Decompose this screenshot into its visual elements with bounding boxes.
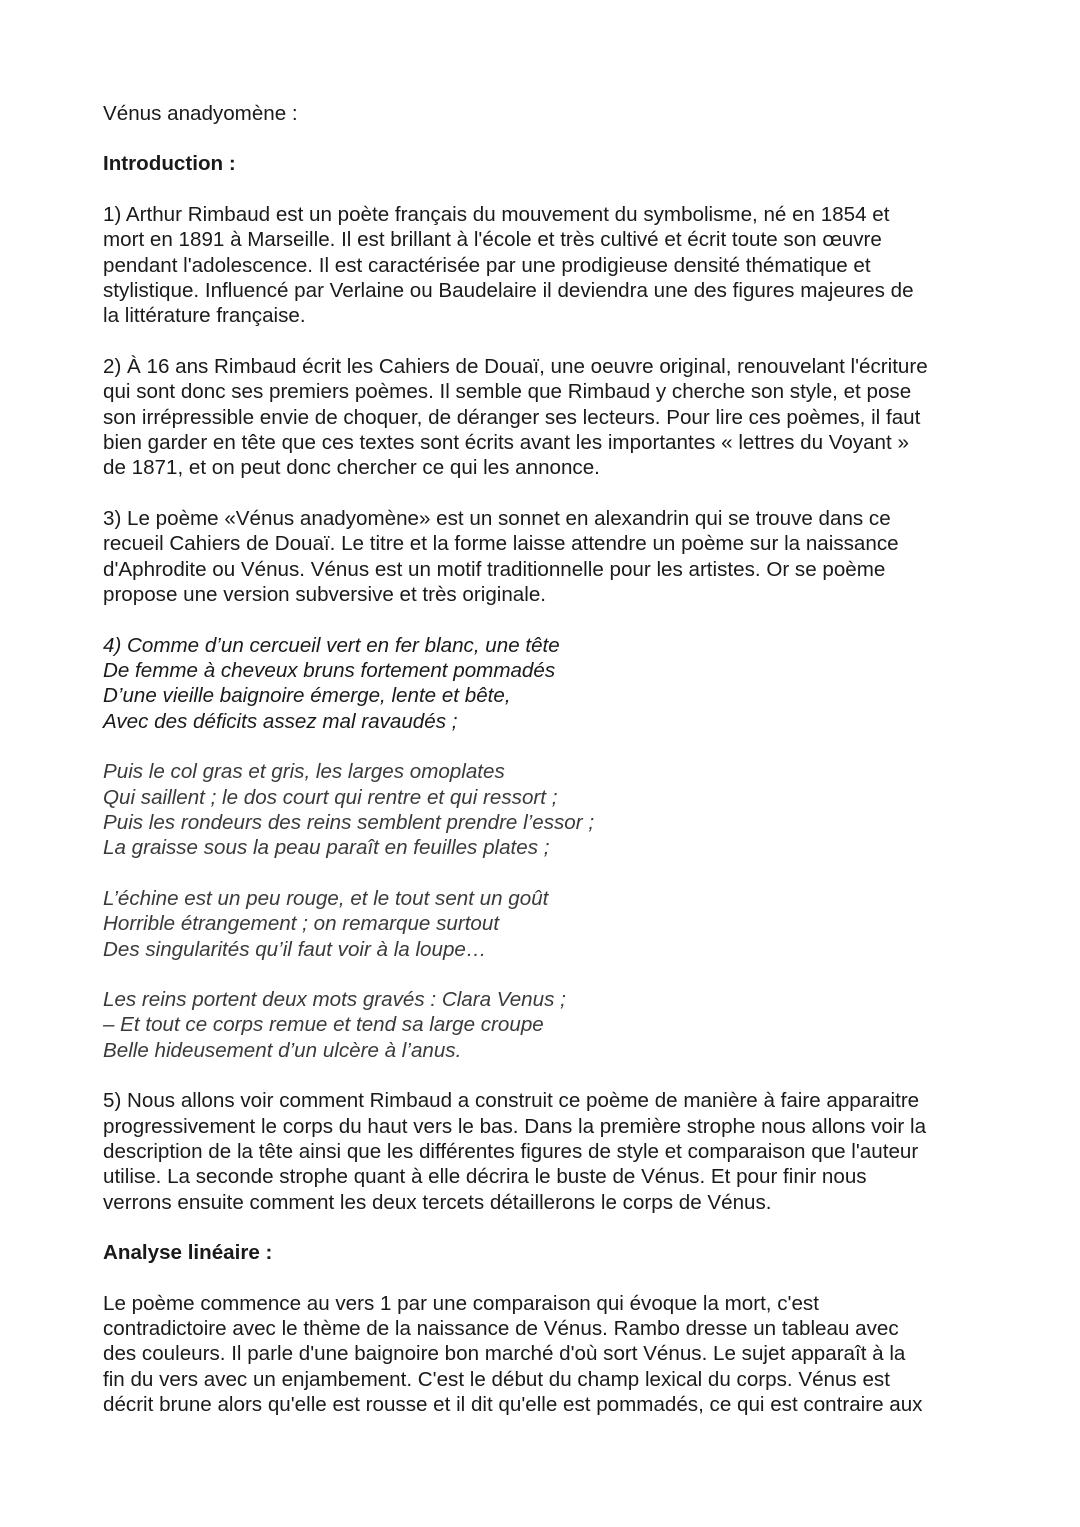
text-line: mort en 1891 à Marseille. Il est brillant à l'école et très cultivé et écrit toute son œuvre: [103, 228, 882, 252]
text-line: propose une version subversive et très originale.: [103, 583, 547, 607]
poem-line: Horrible étrangement ; on remarque surtout: [103, 912, 500, 936]
document-title: Vénus anadyomène :: [103, 102, 298, 125]
poem-line: D’une vieille baignoire émerge, lente et bête,: [103, 684, 511, 708]
text-line: progressivement le corps du haut vers le bas. Dans la première strophe nous allons voir la: [103, 1114, 927, 1138]
poem-line: 4) Comme d’un cercueil vert en fer blanc, une tête: [103, 633, 560, 657]
poem-line: Puis le col gras et gris, les larges omoplates: [103, 760, 505, 784]
plan-paragraph: [103, 1088, 983, 1215]
text-line: contradictoire avec le thème de la naissance de Vénus. Rambo dresse un tableau avec: [103, 1317, 899, 1341]
text-line: recueil Cahiers de Douaï. Le titre et la forme laisse attendre un poème sur la naissance: [103, 532, 899, 556]
text-line: bien garder en tête que ces textes sont écrits avant les importantes « lettres du Voyant »: [103, 431, 909, 455]
poem-line: Puis les rondeurs des reins semblent prendre l’essor ;: [103, 810, 595, 834]
poem-line: – Et tout ce corps remue et tend sa large croupe: [103, 1013, 544, 1037]
poem-line: Avec des déficits assez mal ravaudés ;: [103, 709, 458, 733]
poem-stanza-1: [103, 633, 983, 735]
text-line: stylistique. Influencé par Verlaine ou Baudelaire il deviendra une des figures majeures de: [103, 279, 914, 303]
text-line: son irrépressible envie de choquer, de déranger ses lecteurs. Pour lire ces poèmes, il faut: [103, 405, 921, 429]
text-line: décrit brune alors qu'elle est rousse et il dit qu'elle est pommadés, ce qui est contraire aux: [103, 1393, 923, 1417]
text-line: 2) À 16 ans Rimbaud écrit les Cahiers de Douaï, une oeuvre original, renouvelant l'écriture: [103, 354, 928, 378]
text-line: des couleurs. Il parle d'une baignoire bon marché d'où sort Vénus. Le sujet apparaît à la: [103, 1342, 906, 1366]
text-line: fin du vers avec un enjambement. C'est le début du champ lexical du corps. Vénus est: [103, 1367, 890, 1391]
poem-line: De femme à cheveux bruns fortement pommadés: [103, 658, 556, 682]
text-line: d'Aphrodite ou Vénus. Vénus est un motif traditionnelle pour les artistes. Or se poème: [103, 557, 886, 581]
text-line: la littérature française.: [103, 304, 306, 328]
poem-line: Des singularités qu’il faut voir à la loupe…: [103, 937, 487, 961]
text-line: 5) Nous allons voir comment Rimbaud a construit ce poème de manière à faire apparaitre: [103, 1089, 920, 1113]
text-line: description de la tête ainsi que les différentes figures de style et comparaison que l'auteur: [103, 1140, 919, 1163]
text-line: verrons ensuite comment les deux tercets détaillerons le corps de Vénus.: [103, 1190, 772, 1214]
poem-line: Belle hideusement d’un ulcère à l’anus.: [103, 1038, 462, 1062]
analysis-heading: Analyse linéaire :: [103, 1241, 273, 1265]
poem-line: La graisse sous la peau paraît en feuilles plates ;: [103, 836, 550, 860]
introduction-heading: Introduction :: [103, 152, 236, 176]
text-line: Le poème commence au vers 1 par une comparaison qui évoque la mort, c'est: [103, 1291, 819, 1315]
poem-line: Qui saillent ; le dos court qui rentre et qui ressort ;: [103, 785, 558, 809]
poem-stanza-2: [103, 759, 983, 861]
poem-stanza-3: [103, 886, 983, 962]
text-line: 1) Arthur Rimbaud est un poète français du mouvement du symbolisme, né en 1854 et: [103, 202, 890, 226]
poem-line: Les reins portent deux mots gravés : Clara Venus ;: [103, 987, 566, 1011]
intro-paragraph-2: [103, 354, 983, 481]
intro-paragraph-1: [103, 202, 983, 329]
intro-paragraph-3: [103, 506, 983, 608]
poem-stanza-4: [103, 987, 983, 1063]
text-line: qui sont donc ses premiers poèmes. Il semble que Rimbaud y cherche son style, et pose: [103, 380, 912, 404]
text-line: 3) Le poème «Vénus anadyomène» est un sonnet en alexandrin qui se trouve dans ce: [103, 506, 891, 530]
poem-line: L’échine est un peu rouge, et le tout sent un goût: [103, 886, 549, 910]
text-line: de 1871, et on peut donc chercher ce qui les annonce.: [103, 456, 600, 480]
text-line: pendant l'adolescence. Il est caractérisée par une prodigieuse densité thématique et: [103, 253, 871, 277]
document-page: [103, 101, 983, 1443]
analysis-paragraph: [103, 1291, 983, 1418]
text-line: utilise. La seconde strophe quant à elle décrira le buste de Vénus. Et pour finir nous: [103, 1165, 867, 1189]
